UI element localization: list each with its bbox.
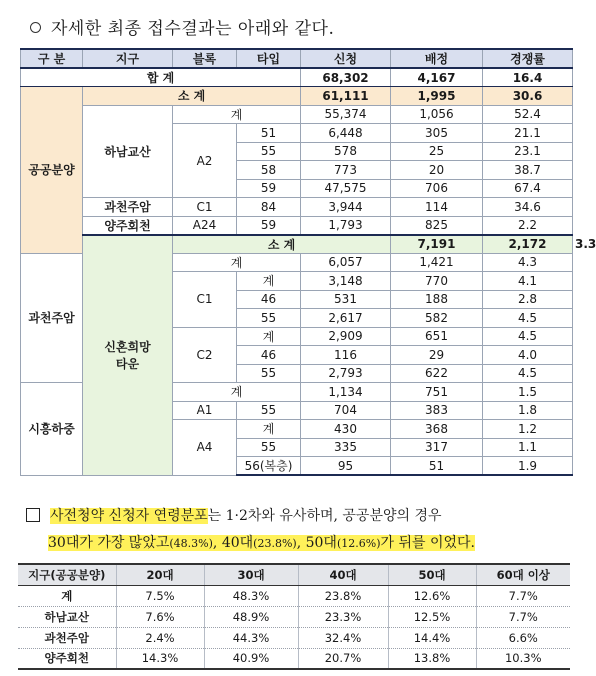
cell-apply: 335 [301, 438, 391, 457]
district-gwacheon-newlywed: 과천주암 [21, 253, 83, 383]
cell-assigned: 622 [391, 364, 483, 383]
cell-type: 56(복층) [237, 457, 301, 476]
summary-text: 는 1·2차와 유사하며, 공공분양의 경우 [207, 508, 442, 524]
cell-value: 48.9% [204, 606, 298, 627]
block-a4: A4 [173, 420, 237, 476]
cell-value: 10.3% [476, 648, 570, 669]
cell-type: 84 [237, 198, 301, 217]
checkbox-square-icon [26, 508, 40, 522]
category-newlywed-line2: 타운 [115, 357, 140, 371]
block-c1: C1 [173, 272, 237, 328]
heading-text: 자세한 최종 접수결과는 아래와 같다. [51, 19, 335, 39]
col-header-assigned: 배정 [391, 49, 483, 68]
cell-apply: 2,909 [301, 327, 391, 346]
block-c2: C2 [173, 327, 237, 383]
col-header-40s: 40대 [298, 564, 388, 585]
cell-assigned: 114 [391, 198, 483, 217]
cell-ratio: 1.8 [483, 401, 573, 420]
cell-assigned: 305 [391, 124, 483, 143]
cell-ratio: 34.6 [483, 198, 573, 217]
block-a1: A1 [173, 401, 237, 420]
cell-apply: 773 [301, 161, 391, 180]
col-header-60s-plus: 60대 이상 [476, 564, 570, 585]
cell-type: 58 [237, 161, 301, 180]
cell-value: 32.4% [298, 627, 388, 648]
summary-line-2 [48, 532, 475, 552]
cell-ratio: 16.4 [483, 68, 573, 87]
cell-type: 46 [237, 290, 301, 309]
cell-value: 6.6% [476, 627, 570, 648]
cell-apply: 6,057 [301, 253, 391, 272]
cell-value: 12.5% [388, 606, 476, 627]
col-header-20s: 20대 [116, 564, 204, 585]
cell-ratio: 2.8 [483, 290, 573, 309]
cell-type: 46 [237, 346, 301, 365]
category-newlywed-line1: 신혼희망 [104, 340, 151, 354]
cell-ratio: 1.5 [483, 383, 573, 402]
summary-text: 가 뒤를 이었다. [380, 535, 475, 551]
cell-apply: 47,575 [301, 179, 391, 198]
cell-assigned: 368 [391, 420, 483, 439]
summary-pct: (48.3%) [169, 537, 213, 550]
cell-ratio: 23.1 [483, 142, 573, 161]
block-a2: A2 [173, 124, 237, 198]
district-gwacheon: 과천주암 [83, 198, 173, 217]
col-header-district: 지구(공공분양) [18, 564, 116, 585]
cell-apply: 3,944 [301, 198, 391, 217]
table-row [18, 606, 570, 627]
cell-apply: 1,793 [301, 216, 391, 235]
cell-value: 7.7% [476, 585, 570, 606]
cell-assigned: 383 [391, 401, 483, 420]
cell-apply: 6,448 [301, 124, 391, 143]
total-label: 계 [173, 383, 301, 402]
cell-value: 12.6% [388, 585, 476, 606]
subtotal-label: 소 계 [173, 235, 391, 254]
total-label: 계 [173, 105, 301, 124]
cell-ratio: 4.0 [483, 346, 573, 365]
cell-ratio: 1.1 [483, 438, 573, 457]
cell-value: 14.4% [388, 627, 476, 648]
cell-apply: 55,374 [301, 105, 391, 124]
highlight-summary [48, 535, 475, 551]
row-label: 과천주암 [18, 627, 116, 648]
subtotal-label: 소 계 [83, 87, 301, 106]
cell-ratio: 1.9 [483, 457, 573, 476]
cell-assigned: 25 [391, 142, 483, 161]
cell-apply: 2,793 [301, 364, 391, 383]
summary-text: 30대가 가장 많았고 [48, 535, 170, 551]
col-header-block: 블록 [173, 49, 237, 68]
cell-value: 14.3% [116, 648, 204, 669]
category-public: 공공분양 [21, 87, 83, 254]
summary-text: , 40대 [212, 535, 254, 551]
circle-bullet-icon [30, 22, 41, 33]
table-header-row [21, 49, 573, 68]
section-heading [30, 14, 334, 39]
cell-apply: 3,148 [301, 272, 391, 291]
table-row [21, 198, 573, 217]
cell-assigned: 317 [391, 438, 483, 457]
summary-pct: (12.6%) [336, 537, 381, 550]
col-header-type: 타입 [237, 49, 301, 68]
row-label: 하남교산 [18, 606, 116, 627]
cell-assigned: 651 [391, 327, 483, 346]
newlywed-subtotal-row: 신혼희망 타운 소 계 7,191 2,172 3.3 [21, 235, 573, 254]
cell-ratio: 52.4 [483, 105, 573, 124]
cell-type: 55 [237, 401, 301, 420]
grand-total-label: 합 계 [21, 68, 301, 87]
cell-apply: 68,302 [301, 68, 391, 87]
row-label: 계 [18, 585, 116, 606]
total-label: 계 [173, 253, 301, 272]
table-row [18, 627, 570, 648]
table-header-row [18, 564, 570, 585]
cell-value: 23.3% [298, 606, 388, 627]
cell-value: 7.7% [476, 606, 570, 627]
cell-assigned: 4,167 [391, 68, 483, 87]
highlight-age-distribution: 사전청약 신청자 연령분포 [50, 508, 208, 524]
cell-ratio: 4.5 [483, 309, 573, 328]
col-header-apply: 신청 [301, 49, 391, 68]
cell-assigned: 1,056 [391, 105, 483, 124]
cell-ratio: 2.2 [483, 216, 573, 235]
table-row [18, 585, 570, 606]
cell-type: 계 [237, 420, 301, 439]
cell-value: 23.8% [298, 585, 388, 606]
cell-assigned: 825 [391, 216, 483, 235]
col-header-district: 지구 [83, 49, 173, 68]
table-row [21, 216, 573, 235]
cell-assigned: 51 [391, 457, 483, 476]
col-header-category: 구 분 [21, 49, 83, 68]
district-siheung: 시흥하중 [21, 383, 83, 476]
cell-value: 48.3% [204, 585, 298, 606]
cell-assigned: 2,172 [483, 235, 573, 254]
cell-ratio: 1.2 [483, 420, 573, 439]
cell-block: C1 [173, 198, 237, 217]
row-label: 양주회천 [18, 648, 116, 669]
cell-apply: 7,191 [391, 235, 483, 254]
grand-total-row [21, 68, 573, 87]
cell-apply: 95 [301, 457, 391, 476]
cell-type: 계 [237, 327, 301, 346]
cell-type: 계 [237, 272, 301, 291]
district-yangju: 양주회천 [83, 216, 173, 235]
cell-assigned: 188 [391, 290, 483, 309]
cell-assigned: 582 [391, 309, 483, 328]
cell-apply: 531 [301, 290, 391, 309]
cell-ratio: 30.6 [483, 87, 573, 106]
cell-assigned: 770 [391, 272, 483, 291]
category-newlywed [83, 235, 173, 476]
summary-text: , 50대 [296, 535, 337, 551]
cell-assigned: 706 [391, 179, 483, 198]
cell-assigned: 751 [391, 383, 483, 402]
cell-apply: 61,111 [301, 87, 391, 106]
public-subtotal-row [21, 87, 573, 106]
summary-line-1 [26, 505, 442, 525]
table-row [18, 648, 570, 669]
cell-ratio: 4.5 [483, 327, 573, 346]
cell-ratio: 4.3 [483, 253, 573, 272]
cell-apply: 704 [301, 401, 391, 420]
cell-value: 7.5% [116, 585, 204, 606]
cell-apply: 2,617 [301, 309, 391, 328]
cell-ratio: 38.7 [483, 161, 573, 180]
cell-apply: 578 [301, 142, 391, 161]
cell-apply: 1,134 [301, 383, 391, 402]
cell-apply: 116 [301, 346, 391, 365]
cell-ratio: 67.4 [483, 179, 573, 198]
summary-pct: (23.8%) [253, 537, 297, 550]
cell-assigned: 1,995 [391, 87, 483, 106]
col-header-30s: 30대 [204, 564, 298, 585]
cell-ratio: 21.1 [483, 124, 573, 143]
cell-ratio: 4.1 [483, 272, 573, 291]
cell-value: 2.4% [116, 627, 204, 648]
col-header-50s: 50대 [388, 564, 476, 585]
cell-type: 59 [237, 216, 301, 235]
cell-type: 51 [237, 124, 301, 143]
cell-type: 55 [237, 364, 301, 383]
district-hanam: 하남교산 [83, 105, 173, 198]
cell-value: 40.9% [204, 648, 298, 669]
age-distribution-table [18, 563, 570, 670]
cell-type: 55 [237, 142, 301, 161]
cell-value: 20.7% [298, 648, 388, 669]
cell-value: 7.6% [116, 606, 204, 627]
cell-type: 59 [237, 179, 301, 198]
table-row [21, 105, 573, 124]
cell-assigned: 1,421 [391, 253, 483, 272]
cell-block: A24 [173, 216, 237, 235]
cell-assigned: 20 [391, 161, 483, 180]
cell-ratio: 4.5 [483, 364, 573, 383]
cell-type: 55 [237, 309, 301, 328]
cell-apply: 430 [301, 420, 391, 439]
col-header-ratio: 경쟁률 [483, 49, 573, 68]
cell-value: 13.8% [388, 648, 476, 669]
application-results-table [20, 48, 596, 476]
cell-assigned: 29 [391, 346, 483, 365]
cell-value: 44.3% [204, 627, 298, 648]
cell-type: 55 [237, 438, 301, 457]
